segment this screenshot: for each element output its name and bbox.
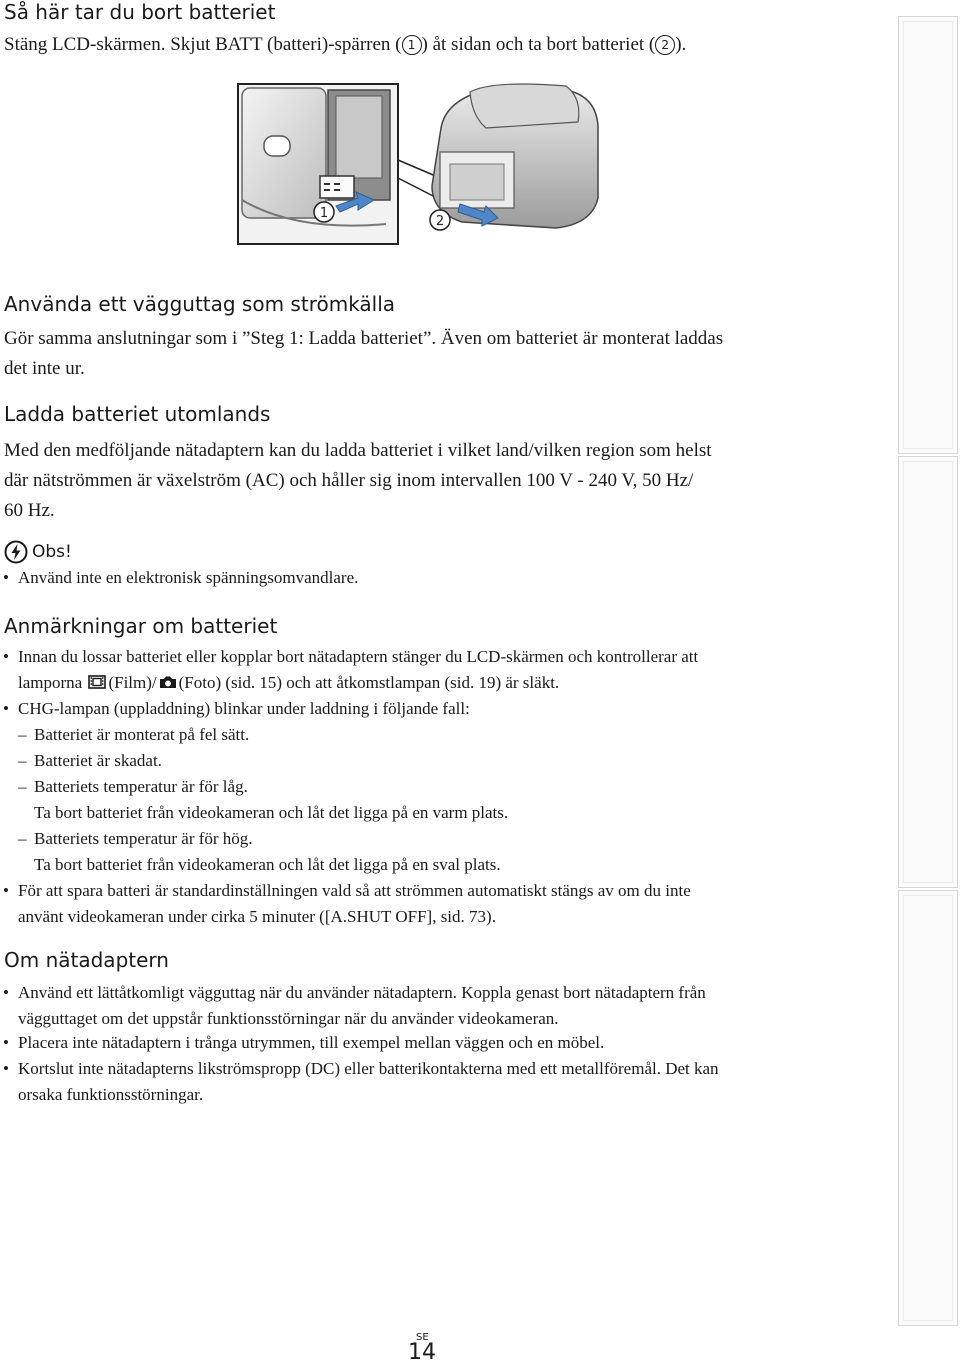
bullet-symbol: • (3, 568, 9, 587)
battery-note-3: • För att spara batteri är standardinställningen vald så att strömmen automatiskt stängs av om du inte använt videokameran under cirka 5 minuter ([A.SHUT OFF], sid. 73). (3, 881, 691, 926)
battery-note-1: • Innan du lossar batteriet eller kopplar bort nätadaptern stänger du LCD-skärmen och kontrollerar att lamporna (Film)/ (Foto) (sid. 15) och att åtkomstlampan (sid. 19) är släkt. (3, 647, 699, 692)
note-icon (4, 540, 28, 564)
dash-item-2: – Batteriet är skadat. (18, 751, 162, 770)
dash-item-4: – Batteriets temperatur är för hög. (18, 829, 253, 848)
abroad-line-3: 60 Hz. (4, 500, 55, 521)
wall-outlet-line-2: det inte ur. (4, 358, 85, 379)
film-icon (88, 675, 106, 689)
heading-ac-adapter: Om nätadaptern (4, 948, 169, 972)
dash-item-4-cont: Ta bort batteriet från videokameran och låt det ligga på en sval plats. (34, 855, 501, 874)
side-tab-3 (898, 890, 958, 1326)
adapter-note-1: • Använd ett lättåtkomligt vägguttag när du använder nätadaptern. Koppla genast bort nätadaptern från vägguttaget om det uppstår funktionsstörningar när du använder videokameran. (3, 983, 706, 1028)
footer-lang: SE (416, 1332, 429, 1343)
dash-item-3-cont: Ta bort batteriet från videokameran och låt det ligga på en varm plats. (34, 803, 509, 822)
marker-1: 1 (402, 35, 422, 55)
abroad-line-2: där nätströmmen är växelström (AC) och håller sig inom intervallen 100 V - 240 V, 50 Hz/ (4, 470, 694, 491)
abroad-line-1: Med den medföljande nätadaptern kan du ladda batteriet i vilket land/vilken region som helst (4, 440, 712, 461)
wall-outlet-line-1: Gör samma anslutningar som i ”Steg 1: Ladda batteriet”. Även om batteriet är monterat laddas (4, 328, 724, 349)
battery-removal-illustration (236, 82, 616, 250)
marker-2: 2 (655, 35, 675, 55)
side-tab-1 (898, 16, 958, 454)
dash-item-1: – Batteriet är monterat på fel sätt. (18, 725, 250, 744)
remove-battery-text: Stäng LCD-skärmen. Skjut BATT (batteri)-spärren ( 1 ) åt sidan och ta bort batteriet ( 2 ). (4, 34, 687, 55)
heading-wall-outlet: Använda ett vägguttag som strömkälla (4, 292, 396, 316)
page-number: 14 (408, 1340, 436, 1365)
note-label: Obs! (32, 542, 72, 562)
svg-text:2: 2 (435, 214, 445, 229)
svg-text:1: 1 (319, 206, 329, 221)
side-tab-2 (898, 456, 958, 888)
heading-charging-abroad: Ladda batteriet utomlands (4, 402, 271, 426)
adapter-note-3: • Kortslut inte nätadapterns likströmspropp (DC) eller batterikontakterna med ett metallföremål. Det kan orsaka funktionsstörningar. (3, 1059, 719, 1104)
heading-remove-battery: Så här tar du bort batteriet (4, 0, 276, 24)
heading-battery-notes: Anmärkningar om batteriet (4, 614, 278, 638)
camera-icon (159, 675, 177, 689)
dash-item-3: – Batteriets temperatur är för låg. (18, 777, 248, 796)
